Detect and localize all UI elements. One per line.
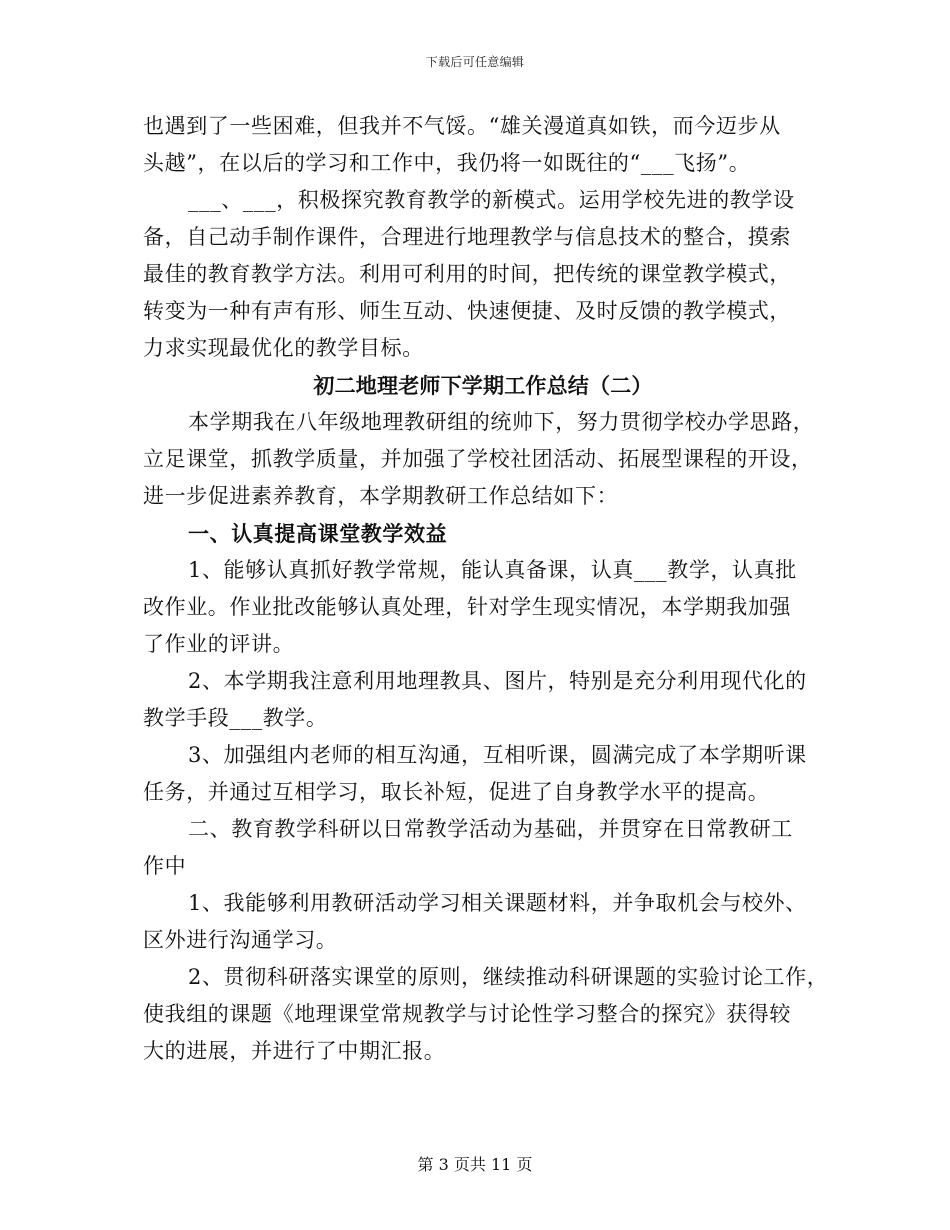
text-line: 作中 [143, 854, 187, 878]
paragraph-intro-method [143, 182, 833, 367]
list-item [143, 552, 833, 663]
paragraph-intro-continued [143, 108, 833, 182]
text-line: 本学期我在八年级地理教研组的统帅下，努力贯彻学校办学思路， [188, 410, 815, 434]
text-line: 备，自己动手制作课件，合理进行地理教学与信息技术的整合，摸索 [143, 225, 791, 249]
text-line: 转变为一种有声有形、师生互动、快速便捷、及时反馈的教学模式， [143, 299, 791, 323]
list-item [143, 885, 833, 959]
text-line: 了作业的评讲。 [143, 632, 295, 656]
text-line: 进一步促进素养教育，本学期教研工作总结如下： [143, 484, 619, 508]
text-line: 1、能够认真抓好教学常规，能认真备课，认真___教学，认真批 [188, 558, 797, 582]
text-line: 1、我能够利用教研活动学习相关课题材料，并争取机会与校外、 [188, 891, 807, 915]
section-heading: 一、认真提高课堂教学效益 [188, 521, 448, 546]
text-line: ___、___，积极探究教育教学的新模式。运用学校先进的教学设 [188, 188, 795, 212]
list-item [143, 737, 833, 811]
text-line: 区外进行沟通学习。 [143, 928, 338, 952]
page-header: 下载后可任意编辑 [425, 55, 525, 69]
text-line: 教学手段___教学。 [143, 706, 328, 730]
text-line: 头越”，在以后的学习和工作中，我仍将一如既往的“___飞扬”。 [143, 151, 751, 175]
page-footer: 第 3 页共 11 页 [417, 1155, 533, 1174]
paragraph-opening [143, 404, 833, 515]
text-line: 最佳的教育教学方法。利用可利用的时间，把传统的课堂教学模式， [143, 262, 791, 286]
text-line: 大的进展，并进行了中期汇报。 [143, 1039, 446, 1063]
document-title: 初二地理老师下学期工作总结（二） [313, 373, 653, 398]
text-line: 改作业。作业批改能够认真处理，针对学生现实情况，本学期我加强 [143, 595, 791, 619]
text-line: 二、教育教学科研以日常教学活动为基础，并贯穿在日常教研工 [188, 817, 793, 841]
section-heading [143, 811, 833, 885]
text-line: 力求实现最优化的教学目标。 [143, 336, 424, 360]
list-item [143, 663, 833, 737]
text-line: 使我组的课题《地理课堂常规教学与讨论性学习整合的探究》获得较 [143, 1002, 791, 1026]
text-line: 任务，并通过互相学习，取长补短，促进了自身教学水平的提高。 [143, 780, 770, 804]
text-line: 立足课堂，抓教学质量，并加强了学校社团活动、拓展型课程的开设， [143, 447, 813, 471]
text-line: 也遇到了一些困难，但我并不气馁。“雄关漫道真如铁，而今迈步从 [143, 114, 781, 138]
text-line: 2、本学期我注意利用地理教具、图片，特别是充分利用现代化的 [188, 669, 807, 693]
text-line: 2、贯彻科研落实课堂的原则，继续推动科研课题的实验讨论工作， [188, 965, 829, 989]
text-line: 3、加强组内老师的相互沟通，互相听课，圆满完成了本学期听课 [188, 743, 807, 767]
list-item [143, 959, 833, 1070]
document-body [143, 108, 833, 1070]
